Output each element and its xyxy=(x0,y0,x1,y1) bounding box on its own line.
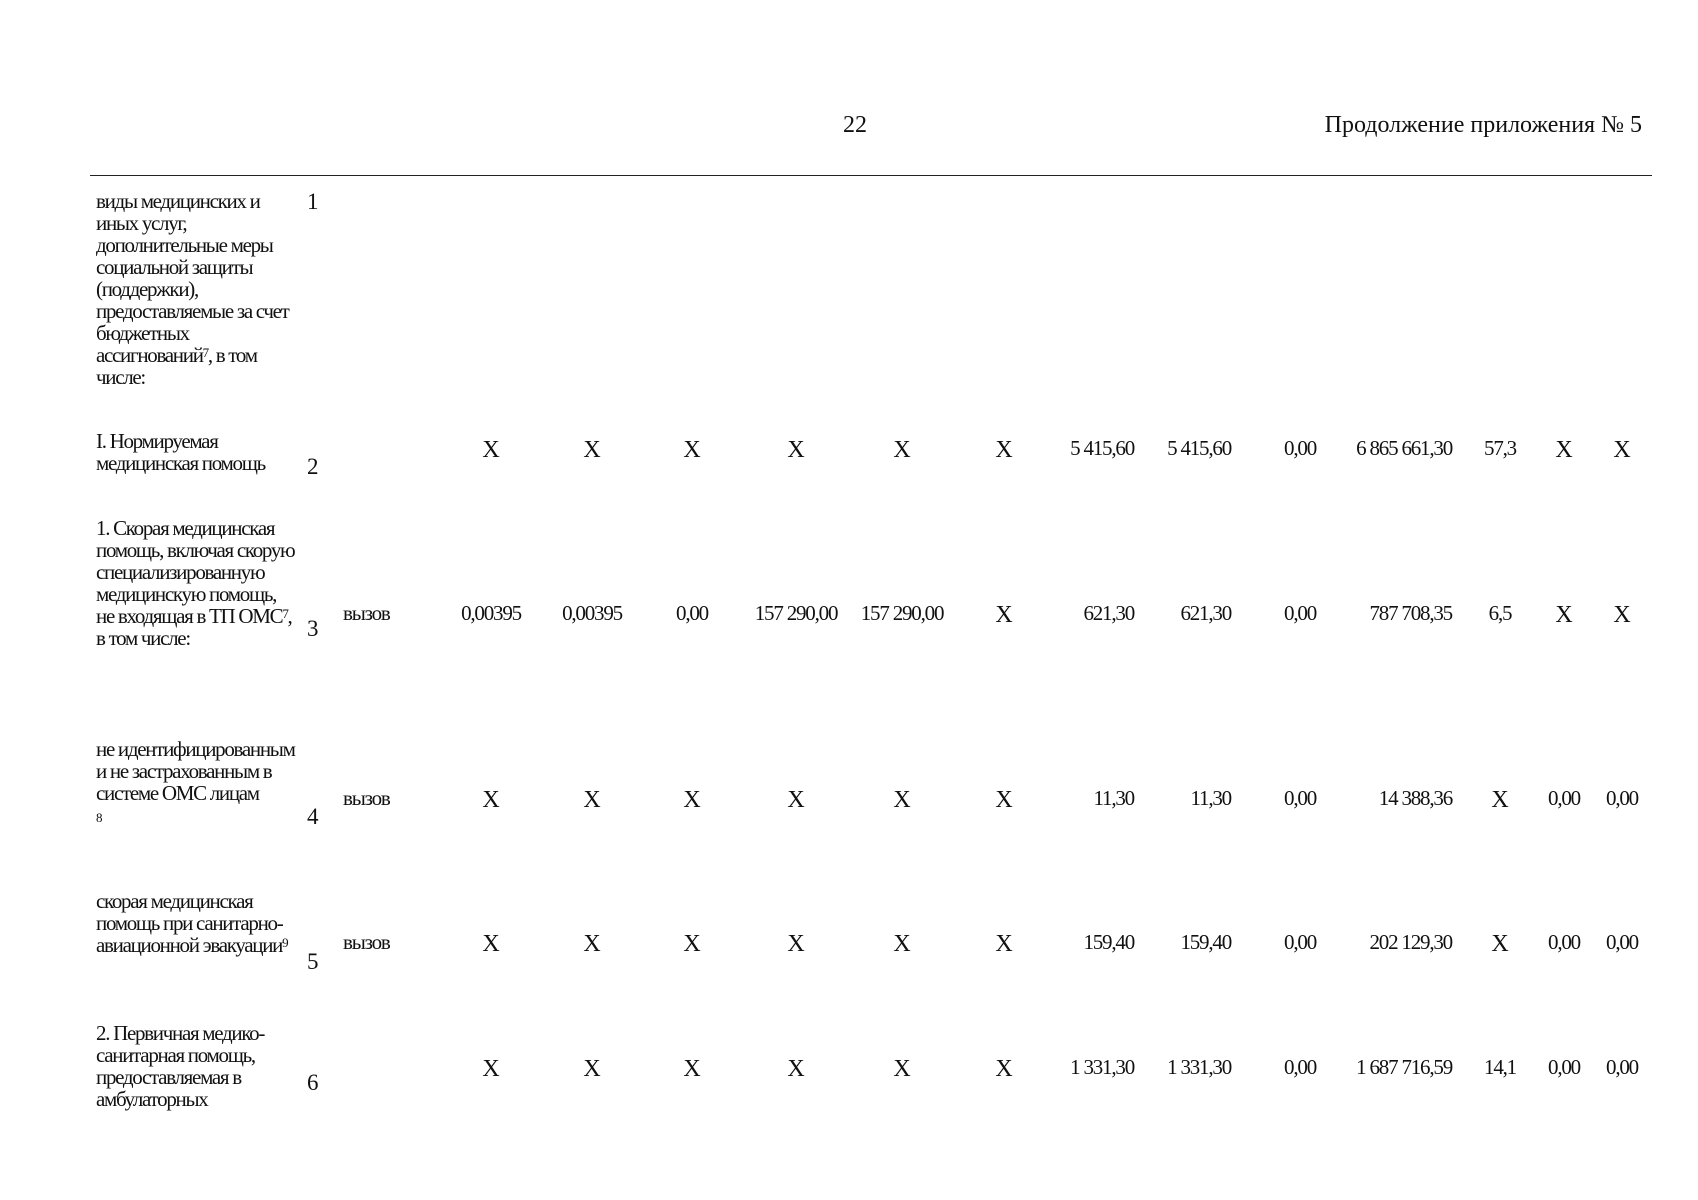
x-mark-cell: X xyxy=(1555,437,1573,463)
x-mark-cell: X xyxy=(787,787,805,813)
x-mark-cell: X xyxy=(683,931,701,957)
row-number: 2 xyxy=(307,454,318,479)
x-mark-cell: X xyxy=(893,1056,911,1082)
x-mark-cell: X xyxy=(893,787,911,813)
value-cell: 621,30 xyxy=(1083,601,1134,625)
value-cell: 157 290,00 xyxy=(860,601,944,625)
row-label xyxy=(96,1022,296,1110)
value-cell: 6,5 xyxy=(1488,601,1512,625)
x-mark-cell: X xyxy=(995,931,1013,957)
value-cell: 0,00395 xyxy=(461,601,521,625)
x-mark-cell: X xyxy=(995,602,1013,628)
value-cell: 0,00 xyxy=(1284,601,1316,625)
value-cell: 6 865 661,30 xyxy=(1356,436,1452,460)
row-label-text: I. Нормируемая медицинская помощь xyxy=(96,429,265,475)
value-cell: 0,00 xyxy=(1548,1055,1580,1079)
x-mark-cell: X xyxy=(787,1056,805,1082)
x-mark-cell: X xyxy=(787,437,805,463)
x-mark-cell: X xyxy=(683,437,701,463)
x-mark-cell: X xyxy=(893,931,911,957)
footnote-ref: 8 xyxy=(96,810,102,825)
x-mark-cell: X xyxy=(995,787,1013,813)
row-number: 6 xyxy=(307,1070,318,1095)
row-number: 1 xyxy=(307,189,318,214)
footnote-ref: 7 xyxy=(282,606,288,621)
row-label-text: виды медицинских и иных услуг, дополнительные меры социальной защиты (поддержки), предоставляемые за счет бюджетных ассигнований xyxy=(96,189,289,367)
value-cell: 0,00395 xyxy=(562,601,622,625)
row-label xyxy=(96,738,296,829)
value-cell: 159,40 xyxy=(1083,930,1134,954)
value-cell: 5 415,60 xyxy=(1167,436,1231,460)
row-label-text: 1. Скорая медицинская помощь, включая скорую специализированную медицинскую помощь, не входящая в ТП ОМС xyxy=(96,516,295,628)
row-number: 4 xyxy=(307,804,318,829)
footnote-ref: 9 xyxy=(282,935,288,950)
row-label xyxy=(96,430,296,474)
value-cell: 0,00 xyxy=(1548,786,1580,810)
value-cell: 0,00 xyxy=(1284,786,1316,810)
x-mark-cell: X xyxy=(482,1056,500,1082)
x-mark-cell: X xyxy=(1555,602,1573,628)
value-cell: 621,30 xyxy=(1180,601,1231,625)
value-cell: 202 129,30 xyxy=(1369,930,1452,954)
value-cell: 0,00 xyxy=(1284,1055,1316,1079)
x-mark-cell: X xyxy=(1613,602,1631,628)
unit-cell: вызов xyxy=(343,930,390,954)
value-cell: 157 290,00 xyxy=(754,601,838,625)
x-mark-cell: X xyxy=(583,931,601,957)
x-mark-cell: X xyxy=(995,1056,1013,1082)
row-label xyxy=(96,190,296,388)
appendix-caption: Продолжение приложения № 5 xyxy=(1324,112,1642,138)
value-cell: 0,00 xyxy=(1548,930,1580,954)
x-mark-cell: X xyxy=(1491,787,1509,813)
x-mark-cell: X xyxy=(482,787,500,813)
row-label-text: скорая медицинская помощь при санитарно-авиационной эвакуации xyxy=(96,889,283,957)
value-cell: 1 331,30 xyxy=(1167,1055,1231,1079)
value-cell: 11,30 xyxy=(1190,786,1231,810)
row-label-tail: , в том числе: xyxy=(96,604,292,650)
x-mark-cell: X xyxy=(683,787,701,813)
row-label-tail: , в том числе: xyxy=(96,343,257,389)
row-number: 5 xyxy=(307,949,318,974)
page-number: 22 xyxy=(843,112,867,138)
value-cell: 14,1 xyxy=(1484,1055,1516,1079)
value-cell: 0,00 xyxy=(1284,930,1316,954)
value-cell: 0,00 xyxy=(1606,930,1638,954)
value-cell: 0,00 xyxy=(1606,786,1638,810)
value-cell: 0,00 xyxy=(676,601,708,625)
value-cell: 159,40 xyxy=(1180,930,1231,954)
value-cell: 0,00 xyxy=(1284,436,1316,460)
x-mark-cell: X xyxy=(583,437,601,463)
x-mark-cell: X xyxy=(482,437,500,463)
unit-cell: вызов xyxy=(343,601,390,625)
value-cell: 57,3 xyxy=(1484,436,1516,460)
value-cell: 14 388,36 xyxy=(1378,786,1452,810)
value-cell: 787 708,35 xyxy=(1369,601,1452,625)
row-label-text: не идентифицированным и не застрахованным в системе ОМС лицам xyxy=(96,737,295,805)
value-cell: 0,00 xyxy=(1606,1055,1638,1079)
x-mark-cell: X xyxy=(583,787,601,813)
x-mark-cell: X xyxy=(583,1056,601,1082)
header-rule xyxy=(90,175,1652,176)
x-mark-cell: X xyxy=(1613,437,1631,463)
x-mark-cell: X xyxy=(1491,931,1509,957)
value-cell: 1 331,30 xyxy=(1070,1055,1134,1079)
row-label-text: 2. Первичная медико-санитарная помощь, предоставляемая в амбулаторных xyxy=(96,1021,265,1111)
value-cell: 11,30 xyxy=(1093,786,1134,810)
value-cell: 5 415,60 xyxy=(1070,436,1134,460)
row-number: 3 xyxy=(307,616,318,641)
x-mark-cell: X xyxy=(787,931,805,957)
value-cell: 1 687 716,59 xyxy=(1356,1055,1452,1079)
footnote-ref: 7 xyxy=(202,345,208,360)
x-mark-cell: X xyxy=(683,1056,701,1082)
row-label xyxy=(96,517,296,649)
unit-cell: вызов xyxy=(343,786,390,810)
x-mark-cell: X xyxy=(893,437,911,463)
row-label xyxy=(96,890,296,956)
x-mark-cell: X xyxy=(995,437,1013,463)
x-mark-cell: X xyxy=(482,931,500,957)
